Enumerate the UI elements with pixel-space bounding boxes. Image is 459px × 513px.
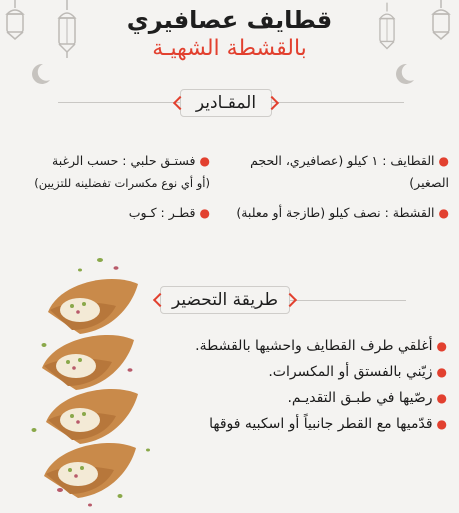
ingredient-text: القشطة : نصف كيلو (طازجة أو معلبة) — [236, 205, 435, 220]
bullet-dot-icon: ● — [436, 365, 447, 379]
ingredient-text: الصغير) — [409, 175, 449, 190]
method-heading-box — [160, 286, 290, 314]
method-step — [177, 333, 447, 437]
chevron-left-icon — [173, 96, 187, 110]
method-heading: طريقة التحضير — [171, 290, 279, 310]
ingredient-item — [4, 150, 210, 194]
step-text: أغلقي طرف القطايف واحشيها بالقشطة. — [195, 338, 433, 354]
bullet-dot-icon: ● — [438, 206, 449, 220]
chevron-right-icon — [265, 96, 279, 110]
step-text: زيّني بالفستق أو المكسرات. — [268, 364, 433, 380]
ingredient-item — [209, 202, 449, 224]
ingredient-text: فستـق حلبي : حسب الرغبة — [52, 153, 196, 168]
ingredient-text: قطـر : كـوب — [128, 205, 196, 220]
recipe-subtitle: بالقشطة الشهيـة — [152, 36, 307, 61]
bullet-dot-icon: ● — [436, 391, 447, 405]
recipe-title: قطايف عصافيري — [126, 6, 333, 34]
crescent-moon-icon — [392, 62, 416, 86]
chevron-right-icon — [283, 293, 297, 307]
crescent-moon-icon — [28, 62, 52, 86]
bullet-dot-icon: ● — [199, 206, 210, 220]
bullet-dot-icon: ● — [199, 154, 210, 168]
ingredients-heading: المقـادير — [195, 93, 257, 113]
step-text: قدّميها مع القطر جانبياً أو اسكبيه فوقها — [209, 416, 433, 432]
ingredient-text: القطايف : ١ كيلو (عصافيري، الحجم — [250, 153, 435, 168]
ingredient-text: (أو أي نوع مكسرات تفضلينه للتزيين) — [34, 176, 210, 190]
step-text: رصّيها في طبـق التقديـم. — [287, 390, 433, 406]
ingredient-item — [4, 202, 210, 224]
qatayef-illustration — [20, 250, 170, 512]
ingredients-heading-box — [180, 89, 272, 117]
ingredient-item — [229, 150, 449, 194]
bullet-dot-icon: ● — [436, 417, 447, 431]
bullet-dot-icon: ● — [438, 154, 449, 168]
bullet-dot-icon: ● — [436, 339, 447, 353]
